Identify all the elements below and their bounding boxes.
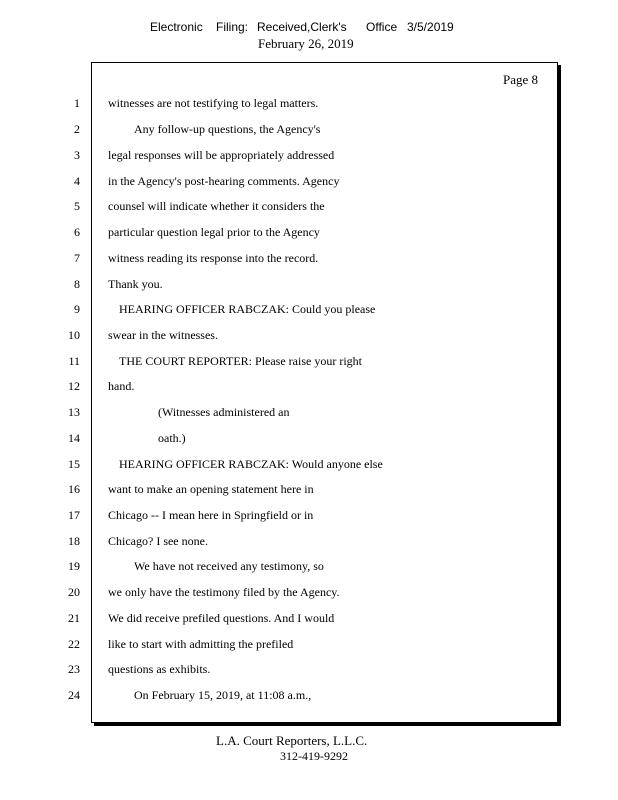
transcript-line: witness reading its response into the record. bbox=[108, 251, 319, 265]
transcript-line: like to start with admitting the prefiled bbox=[108, 637, 294, 651]
transcript-line: swear in the witnesses. bbox=[108, 328, 218, 342]
line-number: 17 bbox=[68, 508, 80, 522]
transcript-line: we only have the testimony filed by the Agency. bbox=[108, 585, 340, 599]
transcript-line: questions as exhibits. bbox=[108, 662, 211, 676]
transcript-line: HEARING OFFICER RABCZAK: Could you please bbox=[119, 302, 376, 316]
line-number: 15 bbox=[68, 457, 80, 471]
line-number: 19 bbox=[68, 559, 80, 573]
transcript-line: oath.) bbox=[158, 431, 186, 445]
transcript-line: in the Agency's post-hearing comments. Agency bbox=[108, 174, 340, 188]
line-number: 14 bbox=[68, 431, 80, 445]
transcript-line: want to make an opening statement here in bbox=[108, 482, 314, 496]
transcript-line: We have not received any testimony, so bbox=[134, 559, 324, 573]
transcript-line: THE COURT REPORTER: Please raise your right bbox=[119, 354, 362, 368]
transcript-line: Any follow-up questions, the Agency's bbox=[134, 122, 321, 136]
line-number: 20 bbox=[68, 585, 80, 599]
line-number: 5 bbox=[74, 199, 80, 213]
line-number: 16 bbox=[68, 482, 80, 496]
transcript-line: (Witnesses administered an bbox=[158, 405, 290, 419]
line-number: 7 bbox=[74, 251, 80, 265]
line-number: 12 bbox=[68, 379, 80, 393]
line-number: 24 bbox=[68, 688, 80, 702]
page-number: Page 8 bbox=[503, 72, 539, 87]
transcript-line: witnesses are not testifying to legal matters. bbox=[108, 96, 319, 110]
filing-stamp-word: Filing: bbox=[216, 20, 249, 34]
transcript-line: On February 15, 2019, at 11:08 a.m., bbox=[134, 688, 312, 702]
line-number: 22 bbox=[68, 637, 80, 651]
transcript-date: February 26, 2019 bbox=[258, 36, 354, 51]
line-number: 18 bbox=[68, 534, 80, 548]
line-number: 13 bbox=[68, 405, 80, 419]
transcript-line: hand. bbox=[108, 379, 135, 393]
filing-stamp-word: Received,Clerk's bbox=[257, 20, 347, 34]
transcript-line: Thank you. bbox=[108, 277, 163, 291]
reporter-phone: 312-419-9292 bbox=[280, 749, 348, 763]
transcript-line: HEARING OFFICER RABCZAK: Would anyone else bbox=[119, 457, 383, 471]
filing-stamp-word: Office bbox=[366, 20, 398, 34]
line-number: 11 bbox=[68, 354, 80, 368]
line-number: 4 bbox=[74, 174, 80, 188]
transcript-line: Chicago -- I mean here in Springfield or in bbox=[108, 508, 314, 522]
transcript-line: We did receive prefiled questions. And I would bbox=[108, 611, 335, 625]
line-number: 23 bbox=[68, 662, 80, 676]
line-number: 6 bbox=[74, 225, 80, 239]
line-number: 3 bbox=[74, 148, 80, 162]
line-number: 21 bbox=[68, 611, 80, 625]
line-number: 10 bbox=[68, 328, 80, 342]
filing-stamp-word: Electronic bbox=[150, 20, 203, 34]
filing-stamp-word: 3/5/2019 bbox=[407, 20, 454, 34]
line-number: 1 bbox=[74, 96, 80, 110]
line-number: 2 bbox=[74, 122, 80, 136]
transcript-line: Chicago? I see none. bbox=[108, 534, 208, 548]
transcript-line: counsel will indicate whether it considers the bbox=[108, 199, 325, 213]
line-number: 9 bbox=[74, 302, 80, 316]
transcript-line: particular question legal prior to the Agency bbox=[108, 225, 320, 239]
reporter-company: L.A. Court Reporters, L.L.C. bbox=[216, 733, 368, 748]
line-number: 8 bbox=[74, 277, 80, 291]
transcript-line: legal responses will be appropriately addressed bbox=[108, 148, 335, 162]
